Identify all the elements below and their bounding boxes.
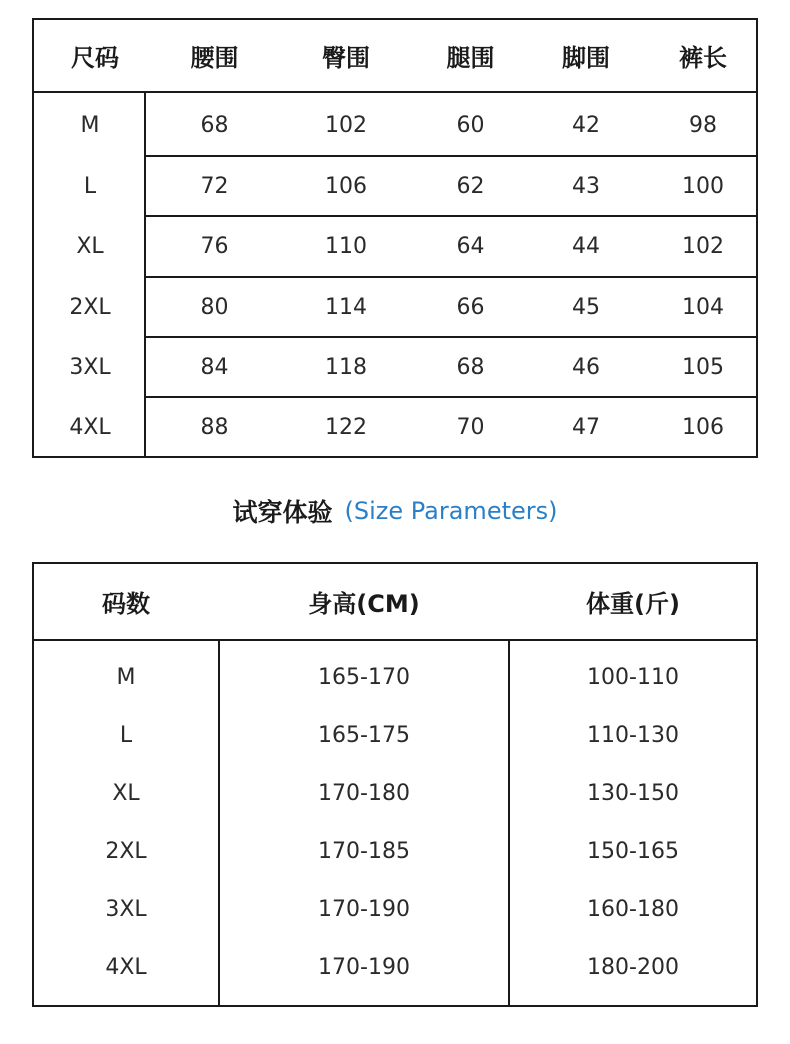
header-size-code: 码数 xyxy=(102,590,150,618)
weight-cell: 150-165 xyxy=(587,838,679,864)
size-cell: 4XL xyxy=(69,414,111,440)
thigh-cell: 60 xyxy=(456,112,485,138)
waist-cell: 88 xyxy=(200,414,229,440)
size-cell: 4XL xyxy=(105,954,147,980)
leg-opening-cell: 47 xyxy=(572,414,600,440)
height-cell: 165-175 xyxy=(318,722,410,748)
header-size: 尺码 xyxy=(71,44,119,72)
weight-cell: 110-130 xyxy=(587,722,679,748)
size-cell: 2XL xyxy=(105,838,147,864)
weight-cell: 130-150 xyxy=(587,780,679,806)
weight-cell: 180-200 xyxy=(587,954,679,980)
pant-length-cell: 106 xyxy=(682,414,724,440)
size-cell: M xyxy=(116,664,136,690)
height-cell: 165-170 xyxy=(318,664,410,690)
thigh-cell: 70 xyxy=(456,414,485,440)
size-table-header-row xyxy=(34,20,756,93)
leg-opening-cell: 46 xyxy=(572,354,600,380)
header-waist: 腰围 xyxy=(190,44,239,72)
waist-cell: 76 xyxy=(200,234,229,259)
pant-length-cell: 102 xyxy=(682,234,724,259)
caption-chinese: 试穿体验 xyxy=(232,498,333,527)
pant-length-cell: 100 xyxy=(682,173,724,199)
leg-opening-cell: 42 xyxy=(572,112,600,138)
hip-cell: 114 xyxy=(325,294,367,320)
size-cell: L xyxy=(119,722,133,748)
size-cell: XL xyxy=(76,234,104,259)
height-cell: 170-185 xyxy=(318,838,410,864)
weight-cell: 100-110 xyxy=(587,664,679,690)
waist-cell: 72 xyxy=(200,173,229,199)
waist-cell: 84 xyxy=(200,354,229,380)
header-pant-length: 裤长 xyxy=(679,44,727,72)
hip-cell: 102 xyxy=(325,112,367,138)
fit-recommendation-table xyxy=(32,562,758,1007)
thigh-cell: 62 xyxy=(456,173,485,199)
height-cell: 170-190 xyxy=(318,954,410,980)
height-cell: 170-180 xyxy=(318,780,410,806)
size-cell: 3XL xyxy=(69,354,111,380)
hip-cell: 110 xyxy=(325,234,367,259)
thigh-cell: 66 xyxy=(456,294,485,320)
hip-cell: 122 xyxy=(325,414,367,440)
waist-cell: 80 xyxy=(200,294,229,320)
pant-length-cell: 104 xyxy=(682,294,724,320)
size-cell: M xyxy=(80,112,100,138)
thigh-cell: 68 xyxy=(456,354,485,380)
height-cell: 170-190 xyxy=(318,896,410,922)
waist-cell: 68 xyxy=(200,112,229,138)
hip-cell: 106 xyxy=(325,173,367,199)
size-cell: XL xyxy=(112,780,140,806)
leg-opening-cell: 44 xyxy=(572,234,600,259)
section-caption xyxy=(0,490,790,532)
thigh-cell: 64 xyxy=(456,234,485,259)
hip-cell: 118 xyxy=(325,354,367,380)
size-measurement-table xyxy=(32,18,758,458)
weight-cell: 160-180 xyxy=(587,896,679,922)
pant-length-cell: 105 xyxy=(682,354,724,380)
size-cell: L xyxy=(83,173,97,199)
size-cell: 2XL xyxy=(69,294,111,320)
header-height: 身高(CM) xyxy=(308,590,420,618)
pant-length-cell: 98 xyxy=(689,112,717,138)
leg-opening-cell: 43 xyxy=(572,173,600,199)
header-thigh: 腿围 xyxy=(446,44,495,72)
header-leg-opening: 脚围 xyxy=(562,44,610,72)
fit-table-header-row xyxy=(34,564,756,641)
header-weight: 体重(斤) xyxy=(586,590,680,618)
leg-opening-cell: 45 xyxy=(572,294,600,320)
header-hip: 臀围 xyxy=(322,44,370,72)
caption-english: (Size Parameters) xyxy=(344,497,558,525)
size-cell: 3XL xyxy=(105,896,147,922)
